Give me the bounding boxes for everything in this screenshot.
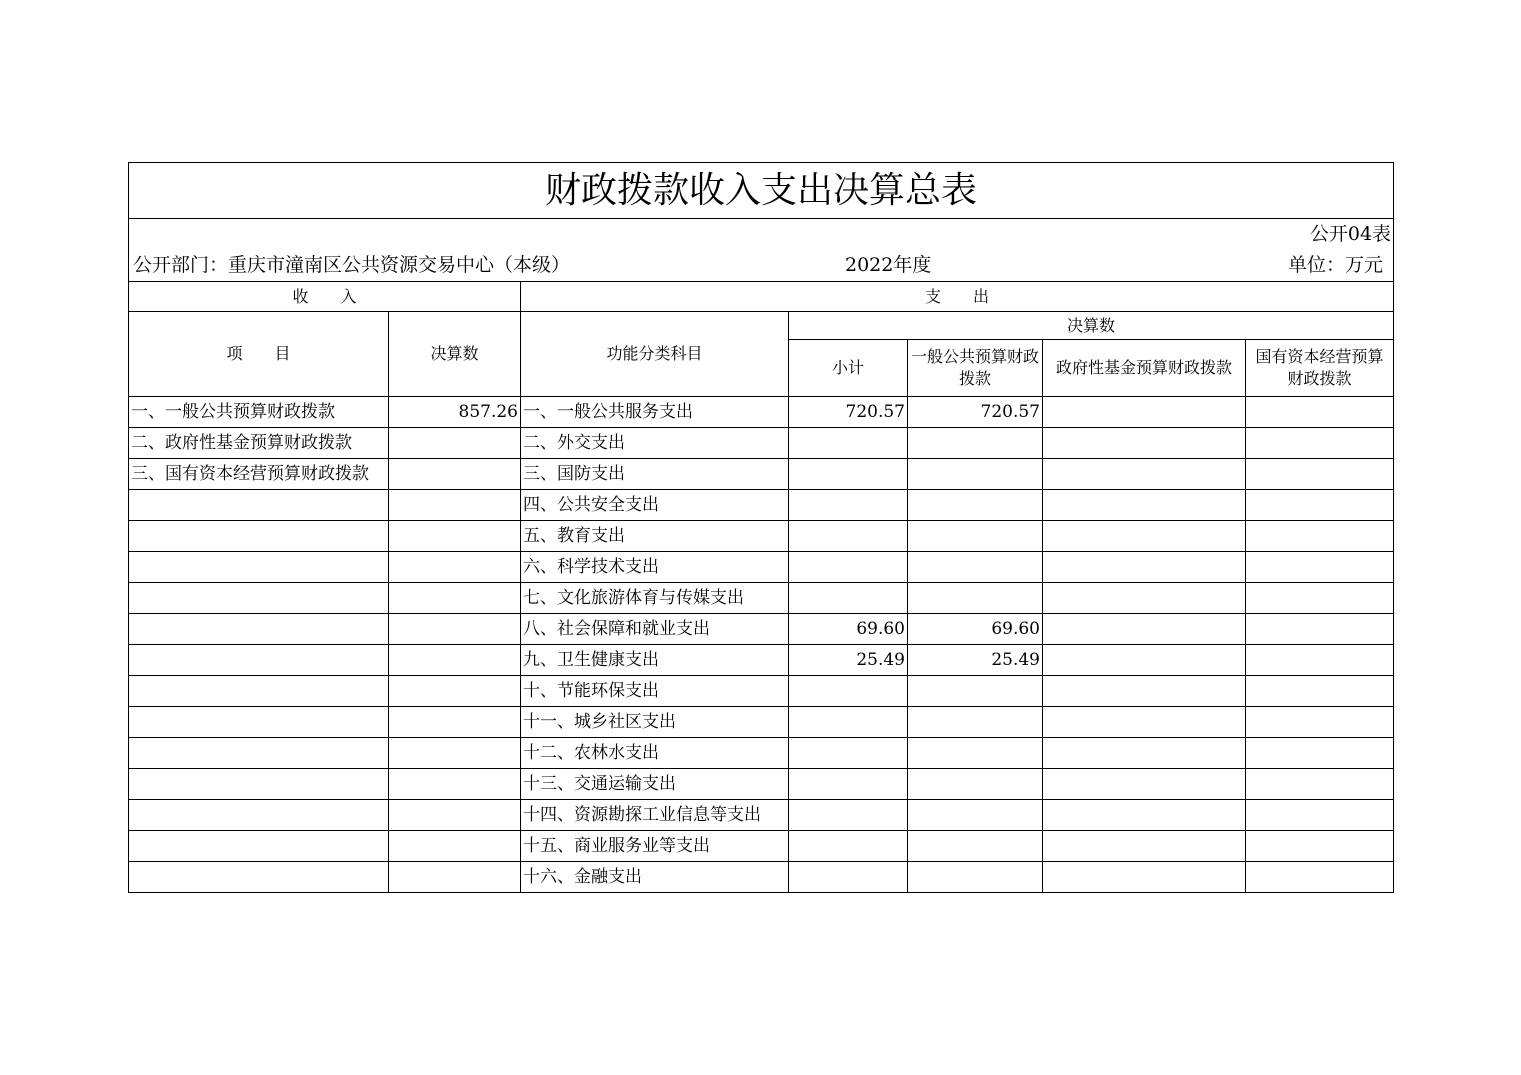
table-row (129, 552, 1394, 583)
income-item-cell: 三、国有资本经营预算财政拨款 (129, 459, 389, 490)
gov-fund-cell (1043, 862, 1246, 893)
department-label: 公开部门：重庆市潼南区公共资源交易中心（本级） (133, 254, 571, 276)
function-class-header: 功能分类科目 (521, 312, 789, 397)
income-item-cell (129, 800, 389, 831)
general-budget-cell (908, 831, 1043, 862)
state-capital-cell (1246, 521, 1394, 552)
income-amount-header: 决算数 (389, 312, 521, 397)
income-amount-cell (389, 614, 521, 645)
gov-fund-cell (1043, 614, 1246, 645)
expense-item-cell: 八、社会保障和就业支出 (521, 614, 789, 645)
expense-item-cell: 三、国防支出 (521, 459, 789, 490)
table-row (129, 800, 1394, 831)
general-budget-cell (908, 676, 1043, 707)
gov-fund-cell (1043, 428, 1246, 459)
expense-item-cell: 六、科学技术支出 (521, 552, 789, 583)
income-item-cell (129, 645, 389, 676)
table-row (129, 583, 1394, 614)
gov-fund-cell (1043, 707, 1246, 738)
income-item-cell: 一、一般公共预算财政拨款 (129, 397, 389, 428)
income-amount-cell (389, 459, 521, 490)
gov-fund-cell (1043, 583, 1246, 614)
table-row (129, 645, 1394, 676)
subtotal-cell (789, 862, 908, 893)
gov-fund-cell (1043, 831, 1246, 862)
income-amount-cell (389, 769, 521, 800)
state-capital-cell (1246, 738, 1394, 769)
budget-summary-table (128, 162, 1394, 893)
state-capital-cell (1246, 397, 1394, 428)
state-capital-cell (1246, 800, 1394, 831)
subtotal-cell (789, 428, 908, 459)
state-capital-cell (1246, 862, 1394, 893)
table-row (129, 428, 1394, 459)
income-item-cell (129, 707, 389, 738)
income-item-cell (129, 769, 389, 800)
general-budget-cell (908, 707, 1043, 738)
subtotal-cell (789, 707, 908, 738)
expense-item-cell: 十一、城乡社区支出 (521, 707, 789, 738)
income-header: 收 入 (129, 282, 521, 312)
expense-item-cell: 七、文化旅游体育与传媒支出 (521, 583, 789, 614)
income-amount-cell (389, 552, 521, 583)
income-amount-cell (389, 831, 521, 862)
gov-fund-cell (1043, 552, 1246, 583)
meta-row (129, 249, 1394, 282)
general-budget-cell (908, 800, 1043, 831)
expense-header: 支 出 (521, 282, 1394, 312)
general-budget-cell: 69.60 (908, 614, 1043, 645)
report-sheet (128, 162, 1393, 893)
state-capital-cell (1246, 707, 1394, 738)
table-row (129, 862, 1394, 893)
expense-amount-header: 决算数 (789, 312, 1394, 340)
subtotal-cell (789, 490, 908, 521)
subtotal-cell: 25.49 (789, 645, 908, 676)
table-row (129, 676, 1394, 707)
expense-item-cell: 二、外交支出 (521, 428, 789, 459)
general-budget-cell (908, 552, 1043, 583)
table-row (129, 769, 1394, 800)
table-row (129, 831, 1394, 862)
state-capital-cell (1246, 645, 1394, 676)
year-label: 2022年度 (845, 254, 932, 276)
expense-item-cell: 十四、资源勘探工业信息等支出 (521, 800, 789, 831)
income-amount-cell (389, 490, 521, 521)
state-capital-cell (1246, 428, 1394, 459)
item-header: 项 目 (129, 312, 389, 397)
state-capital-header: 国有资本经营预算财政拨款 (1246, 340, 1394, 397)
income-amount-cell (389, 428, 521, 459)
income-amount-cell (389, 676, 521, 707)
general-budget-cell (908, 738, 1043, 769)
income-item-cell (129, 521, 389, 552)
gov-fund-cell (1043, 459, 1246, 490)
subtotal-cell (789, 521, 908, 552)
gov-fund-cell (1043, 490, 1246, 521)
gov-fund-header: 政府性基金预算财政拨款 (1043, 340, 1246, 397)
state-capital-cell (1246, 459, 1394, 490)
general-budget-cell (908, 521, 1043, 552)
income-amount-cell (389, 862, 521, 893)
subtotal-cell (789, 552, 908, 583)
gov-fund-cell (1043, 676, 1246, 707)
state-capital-cell (1246, 490, 1394, 521)
income-item-cell (129, 676, 389, 707)
subtotal-cell: 720.57 (789, 397, 908, 428)
gov-fund-cell (1043, 769, 1246, 800)
expense-item-cell: 四、公共安全支出 (521, 490, 789, 521)
income-amount-cell (389, 521, 521, 552)
state-capital-cell (1246, 769, 1394, 800)
table-row (129, 707, 1394, 738)
table-row (129, 738, 1394, 769)
state-capital-cell (1246, 614, 1394, 645)
gov-fund-cell (1043, 800, 1246, 831)
state-capital-cell (1246, 583, 1394, 614)
expense-item-cell: 十二、农林水支出 (521, 738, 789, 769)
general-budget-cell (908, 428, 1043, 459)
income-amount-cell (389, 645, 521, 676)
subtotal-cell (789, 459, 908, 490)
expense-item-cell: 九、卫生健康支出 (521, 645, 789, 676)
income-item-cell (129, 552, 389, 583)
general-budget-cell (908, 769, 1043, 800)
gov-fund-cell (1043, 521, 1246, 552)
table-row (129, 490, 1394, 521)
income-amount-cell (389, 707, 521, 738)
subtotal-cell (789, 738, 908, 769)
subtotal-cell: 69.60 (789, 614, 908, 645)
income-item-cell (129, 614, 389, 645)
expense-item-cell: 一、一般公共服务支出 (521, 397, 789, 428)
income-amount-cell: 857.26 (389, 397, 521, 428)
table-row (129, 521, 1394, 552)
income-item-cell (129, 583, 389, 614)
gov-fund-cell (1043, 397, 1246, 428)
income-item-cell (129, 862, 389, 893)
general-budget-cell: 720.57 (908, 397, 1043, 428)
income-amount-cell (389, 800, 521, 831)
table-number: 公开04表 (129, 219, 1394, 250)
general-budget-cell (908, 459, 1043, 490)
income-amount-cell (389, 583, 521, 614)
expense-item-cell: 十五、商业服务业等支出 (521, 831, 789, 862)
gov-fund-cell (1043, 645, 1246, 676)
expense-item-cell: 十、节能环保支出 (521, 676, 789, 707)
general-budget-cell (908, 583, 1043, 614)
income-item-cell (129, 738, 389, 769)
table-row (129, 614, 1394, 645)
gov-fund-cell (1043, 738, 1246, 769)
table-row (129, 397, 1394, 428)
page-title: 财政拨款收入支出决算总表 (129, 163, 1394, 219)
unit-label: 单位：万元 (1288, 254, 1384, 276)
income-item-cell (129, 490, 389, 521)
table-row (129, 459, 1394, 490)
income-amount-cell (389, 738, 521, 769)
general-budget-cell: 25.49 (908, 645, 1043, 676)
expense-item-cell: 五、教育支出 (521, 521, 789, 552)
expense-item-cell: 十六、金融支出 (521, 862, 789, 893)
subtotal-cell (789, 831, 908, 862)
subtotal-cell (789, 800, 908, 831)
subtotal-cell (789, 676, 908, 707)
income-item-cell: 二、政府性基金预算财政拨款 (129, 428, 389, 459)
general-budget-header: 一般公共预算财政拨款 (908, 340, 1043, 397)
general-budget-cell (908, 862, 1043, 893)
state-capital-cell (1246, 831, 1394, 862)
general-budget-cell (908, 490, 1043, 521)
income-item-cell (129, 831, 389, 862)
subtotal-cell (789, 769, 908, 800)
state-capital-cell (1246, 552, 1394, 583)
subtotal-cell (789, 583, 908, 614)
subtotal-header: 小计 (789, 340, 908, 397)
state-capital-cell (1246, 676, 1394, 707)
expense-item-cell: 十三、交通运输支出 (521, 769, 789, 800)
